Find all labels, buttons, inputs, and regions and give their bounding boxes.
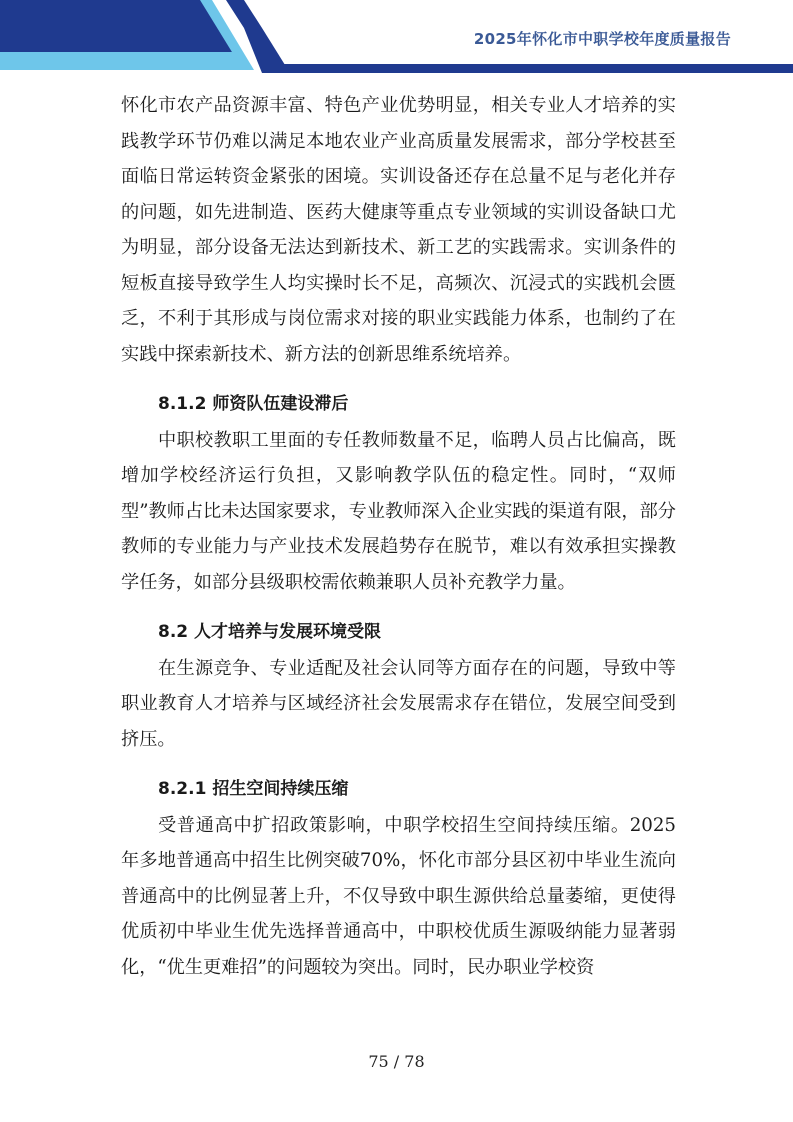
header-rule: [262, 64, 793, 73]
section-heading-8-1-2: 8.1.2 师资队伍建设滞后: [158, 394, 349, 414]
section-heading-8-2-1: 8.2.1 招生空间持续压缩: [158, 779, 349, 799]
page-header: [0, 0, 793, 80]
paragraph-talent-development: 在生源竞争、专业适配及社会认同等方面存在的问题，导致中等职业教育人才培养与区域经济社会发展需求存在错位，发展空间受到挤压。: [121, 657, 676, 750]
page-number: 75 / 78: [368, 1052, 425, 1071]
header-light-band: [0, 52, 248, 70]
paragraph-enrollment: 受普通高中扩招政策影响，中职学校招生空间持续压缩。2025年多地普通高中招生比例突破70%，怀化市部分县区初中毕业生流向普通高中的比例显著上升，不仅导致中职生源供给总量萎缩，更使得优质初中毕业生优先选择普通高中，中职校优质生源吸纳能力显著弱化，“优生更难招”的问题较为突出。同时，民办职业学校资: [121, 814, 676, 978]
page-content: [121, 88, 676, 985]
report-title: 2025年怀化市中职学校年度质量报告: [473, 30, 731, 48]
section-heading-8-2: 8.2 人才培养与发展环境受限: [158, 622, 382, 642]
paragraph-facilities: 怀化市农产品资源丰富、特色产业优势明显，相关专业人才培养的实践教学环节仍难以满足本地农业产业高质量发展需求，部分学校甚至面临日常运转资金紧张的困境。实训设备还存在总量不足与老化并存的问题，如先进制造、医药大健康等重点专业领域的实训设备缺口尤为明显，部分设备无法达到新技术、新工艺的实践需求。实训条件的短板直接导致学生人均实操时长不足，高频次、沉浸式的实践机会匮乏，不利于其形成与岗位需求对接的职业实践能力体系，也制约了在实践中探索新技术、新方法的创新思维系统培养。: [121, 95, 676, 365]
paragraph-teachers: 中职校教职工里面的专任教师数量不足，临聘人员占比偏高，既增加学校经济运行负担，又影响教学队伍的稳定性。同时，“双师型”教师占比未达国家要求，专业教师深入企业实践的渠道有限，部分教师的专业能力与产业技术发展趋势存在脱节，难以有效承担实操教学任务，如部分县级职校需依赖兼职人员补充教学力量。: [121, 429, 676, 593]
